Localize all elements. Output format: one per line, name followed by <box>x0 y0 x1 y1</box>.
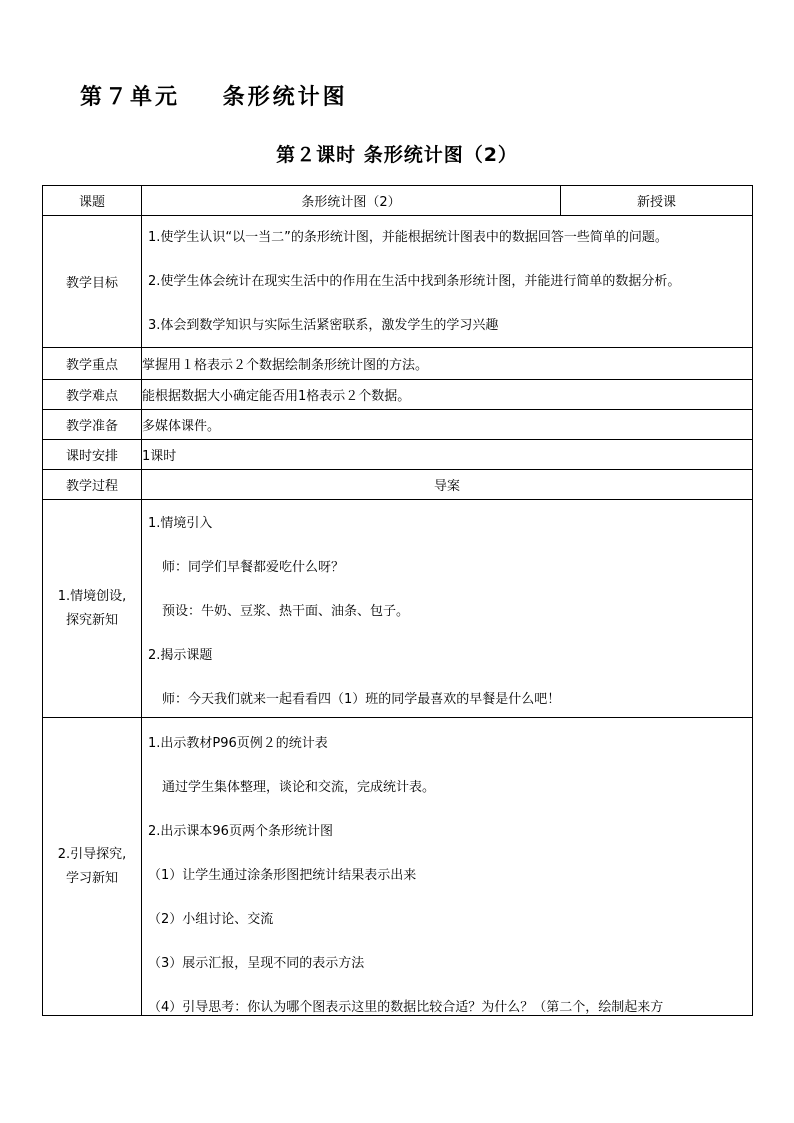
row-preparation <box>43 410 753 440</box>
stage-2-line-6: （3）展示汇报，呈现不同的表示方法 <box>148 956 365 971</box>
lesson-plan-table <box>42 185 753 1016</box>
stage-2-label-line-2: 学习新知 <box>65 870 118 886</box>
stage-2-label-line-1: 2.引导探究, <box>57 846 127 862</box>
row-schedule <box>43 440 753 470</box>
stage-2-line-2: 通过学生集体整理，谈论和交流，完成统计表。 <box>162 780 436 795</box>
process-value: 导案 <box>142 470 753 500</box>
stage-1-line-1: 1.情境引入 <box>148 516 213 531</box>
label-difficulty: 教学难点 <box>43 380 142 410</box>
label-stage-1 <box>43 500 142 718</box>
stage-1-label-line-2: 探究新知 <box>65 612 118 628</box>
lesson-type: 新授课 <box>561 186 753 216</box>
row-process <box>43 470 753 500</box>
schedule-value: 1课时 <box>142 440 753 470</box>
stage-2-line-3: 2.出示课本96页两个条形统计图 <box>148 824 333 839</box>
key-point-value: 掌握用１格表示２个数据绘制条形统计图的方法。 <box>142 348 753 380</box>
stage-1-line-3: 预设：牛奶、豆浆、热干面、油条、包子。 <box>162 604 410 619</box>
label-stage-2 <box>43 718 142 1016</box>
stage-2-line-7: （4）引导思考：你认为哪个图表示这里的数据比较合适？为什么？（第二个，绘制起来方 <box>148 1000 664 1015</box>
row-stage-2 <box>43 718 753 1016</box>
stage-1-line-4: 2.揭示课题 <box>148 648 213 663</box>
stage-1-label-line-1: 1.情境创设, <box>57 588 127 604</box>
row-goals <box>43 216 753 348</box>
label-goals: 教学目标 <box>43 216 142 348</box>
stage-2-line-5: （2）小组讨论、交流 <box>148 912 274 927</box>
row-stage-1 <box>43 500 753 718</box>
label-key-point: 教学重点 <box>43 348 142 380</box>
row-topic <box>43 186 753 216</box>
label-schedule: 课时安排 <box>43 440 142 470</box>
difficulty-value: 能根据数据大小确定能否用1格表示２个数据。 <box>142 380 753 410</box>
row-difficulty <box>43 380 753 410</box>
topic-value: 条形统计图（2） <box>142 186 561 216</box>
goal-3: 3.体会到数学知识与实际生活紧密联系，激发学生的学习兴趣 <box>148 318 499 333</box>
preparation-value: 多媒体课件。 <box>142 410 753 440</box>
goal-2: 2.使学生体会统计在现实生活中的作用在生活中找到条形统计图，并能进行简单的数据分析。 <box>148 274 681 289</box>
label-topic: 课题 <box>43 186 142 216</box>
lesson-title: 第２课时 条形统计图（2） <box>276 144 518 166</box>
row-key-point <box>43 348 753 380</box>
unit-title: 第７单元 条形统计图 <box>80 85 348 110</box>
stage-1-line-2: 师：同学们早餐都爱吃什么呀？ <box>162 560 345 575</box>
stage-1-line-5: 师：今天我们就来一起看看四（1）班的同学最喜欢的早餐是什么吧！ <box>162 692 561 707</box>
label-preparation: 教学准备 <box>43 410 142 440</box>
stage-2-line-4: （1）让学生通过涂条形图把统计结果表示出来 <box>148 868 417 883</box>
goal-1: 1.使学生认识“以一当二”的条形统计图，并能根据统计图表中的数据回答一些简单的问题。 <box>148 230 668 245</box>
label-process: 教学过程 <box>43 470 142 500</box>
stage-2-line-1: 1.出示教材P96页例２的统计表 <box>148 736 328 751</box>
